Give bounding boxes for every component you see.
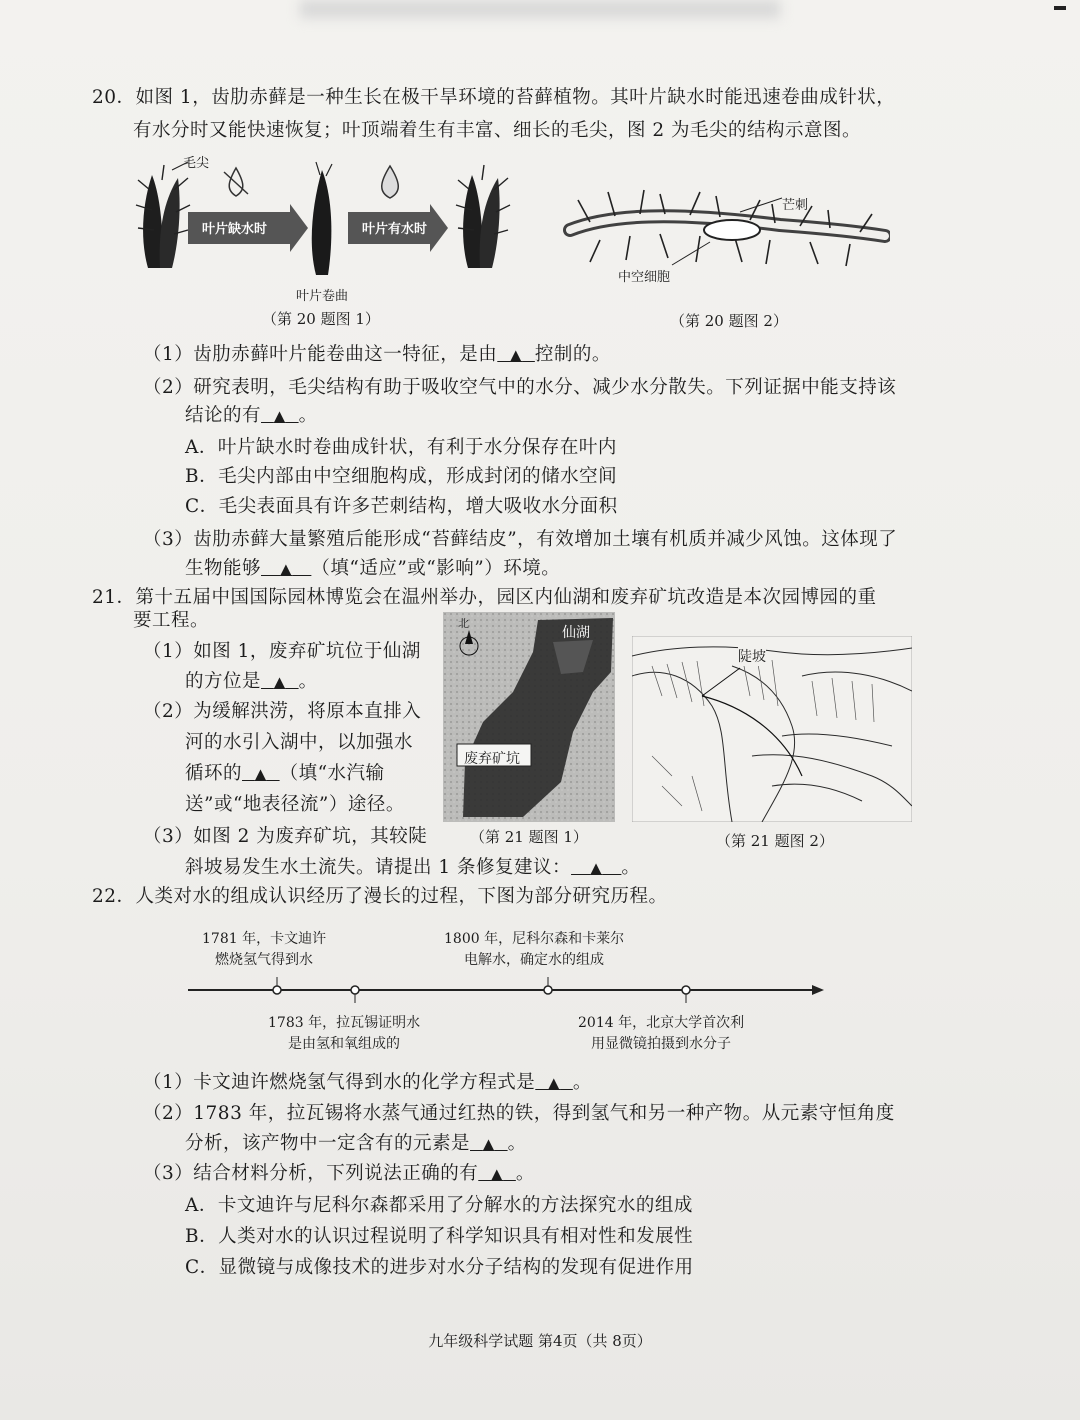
q22-p3: （3）结合材料分析，下列说法正确的有 ▲ 。 [143, 1163, 535, 1184]
q20-intro-2: 有水分时又能快速恢复；叶顶端着生有丰富、细长的毛尖，图 2 为毛尖的结构示意图。 [133, 120, 862, 141]
q21-intro-1: 21．第十五届中国国际园林博览会在温州举办，园区内仙湖和废弃矿坑改造是本次园博园的重 [92, 587, 877, 608]
q20-figure-1 [130, 150, 520, 300]
q22-p2-2: 分析，该产物中一定含有的元素是 ▲ 。 [185, 1133, 527, 1154]
q20-fig2-caption: （第 20 题图 2） [670, 312, 788, 330]
moss-plant-curled-icon [312, 162, 332, 275]
q21-p2-2: 河的水引入湖中，以加强水 [185, 732, 414, 753]
moss-plant-wet-icon [456, 165, 510, 268]
q22-option-c: C．显微镜与成像技术的进步对水分子结构的发现有促进作用 [185, 1257, 694, 1278]
arrow2-label: 叶片有水时 [362, 222, 428, 237]
hollow-cell-icon [704, 220, 760, 240]
q21-p3-1: （3）如图 2 为废弃矿坑，其较陡 [143, 826, 428, 847]
water-droplet-icon [382, 166, 399, 198]
q20-fig1-caption: （第 20 题图 1） [262, 310, 380, 328]
q20-p2-1: （2）研究表明，毛尖结构有助于吸收空气中的水分、减少水分散失。下列证据中能支持该 [143, 377, 897, 398]
q21-p2-4: 送”或“地表径流”）途径。 [185, 794, 405, 815]
q20-option-a: A．叶片缺水时卷曲成针状，有利于水分保存在叶内 [185, 437, 617, 458]
north-label: 北 [458, 617, 469, 630]
q22-option-a: A．卡文迪许与尼科尔森都采用了分解水的方法探究水的组成 [185, 1195, 693, 1216]
q21-figure-2-pit [632, 636, 912, 822]
timeline-event-2014: 2014 年，北京大学首次利 用显微镜拍摄到水分子 [578, 1015, 745, 1052]
slope-label: 陡坡 [738, 646, 766, 666]
q21-fig1-caption: （第 21 题图 1） [470, 828, 588, 846]
awn-label: 芒刺 [782, 198, 809, 213]
timeline-event-1781: 1781 年，卡文迪许 燃烧氢气得到水 [202, 931, 327, 968]
q21-p2-1: （2）为缓解洪涝，将原本直排入 [143, 701, 422, 722]
timeline-arrow-icon [812, 985, 824, 995]
q22-option-b: B．人类对水的认识过程说明了科学知识具有相对性和发展性 [185, 1226, 694, 1247]
q20-option-c: C．毛尖表面具有许多芒刺结构，增大吸收水分面积 [185, 496, 618, 517]
edge-mark [1054, 6, 1066, 10]
q21-p1-2: 的方位是 ▲ 。 [185, 671, 318, 692]
q20-p3-1: （3）齿肋赤藓大量繁殖后能形成“苔藓结皮”，有效增加土壤有机质并减少风蚀。这体现了 [143, 529, 898, 550]
q21-intro-2: 要工程。 [133, 610, 210, 631]
q22-p1: （1）卡文迪许燃烧氢气得到水的化学方程式是 ▲ 。 [143, 1072, 592, 1093]
q21-p2-3: 循环的 ▲ （填“水汽输 [185, 763, 385, 784]
hair-tip-label: 毛尖 [183, 156, 210, 171]
timeline-event-1783: 1783 年，拉瓦锡证明水 是由氢和氧组成的 [268, 1015, 421, 1052]
q20-intro-1: 20．如图 1，齿肋赤藓是一种生长在极干旱环境的苔藓植物。其叶片缺水时能迅速卷曲成针状， [92, 87, 896, 108]
q20-p3-2: 生物能够 ▲ （填“适应”或“影响”）环境。 [185, 558, 561, 579]
q21-p3-2: 斜坡易发生水土流失。请提出 1 条修复建议： ▲ 。 [185, 857, 641, 878]
q22-p2-1: （2）1783 年，拉瓦锡将水蒸气通过红热的铁，得到氢气和另一种产物。从元素守恒角度 [143, 1103, 895, 1124]
q21-fig2-caption: （第 21 题图 2） [716, 832, 834, 850]
q22-intro: 22．人类对水的组成认识经历了漫长的过程，下图为部分研究历程。 [92, 886, 668, 907]
timeline-event-1800: 1800 年，尼科尔森和卡莱尔 电解水，确定水的组成 [444, 931, 625, 968]
pit-label: 废弃矿坑 [464, 751, 520, 767]
hollow-cell-label: 中空细胞 [618, 270, 671, 285]
q21-figure-1-map [443, 612, 615, 822]
q20-p2-2: 结论的有 ▲ 。 [185, 405, 318, 426]
q20-option-b: B．毛尖内部由中空细胞构成，形成封闭的储水空间 [185, 466, 618, 487]
q22-timeline [180, 975, 830, 1005]
q21-p1-1: （1）如图 1，废弃矿坑位于仙湖 [143, 641, 421, 662]
arrow1-label: 叶片缺水时 [202, 222, 268, 237]
curl-label: 叶片卷曲 [296, 289, 349, 304]
moss-plant-dry-icon [136, 165, 190, 268]
q20-p1: （1）齿肋赤藓叶片能卷曲这一特征，是由 ▲ 控制的。 [143, 344, 611, 365]
q20-figure-2 [560, 170, 890, 290]
page-footer: 九年级科学试题 第4页（共 8页） [428, 1332, 652, 1350]
lake-label: 仙湖 [562, 625, 590, 641]
page-shadow [300, 0, 780, 18]
